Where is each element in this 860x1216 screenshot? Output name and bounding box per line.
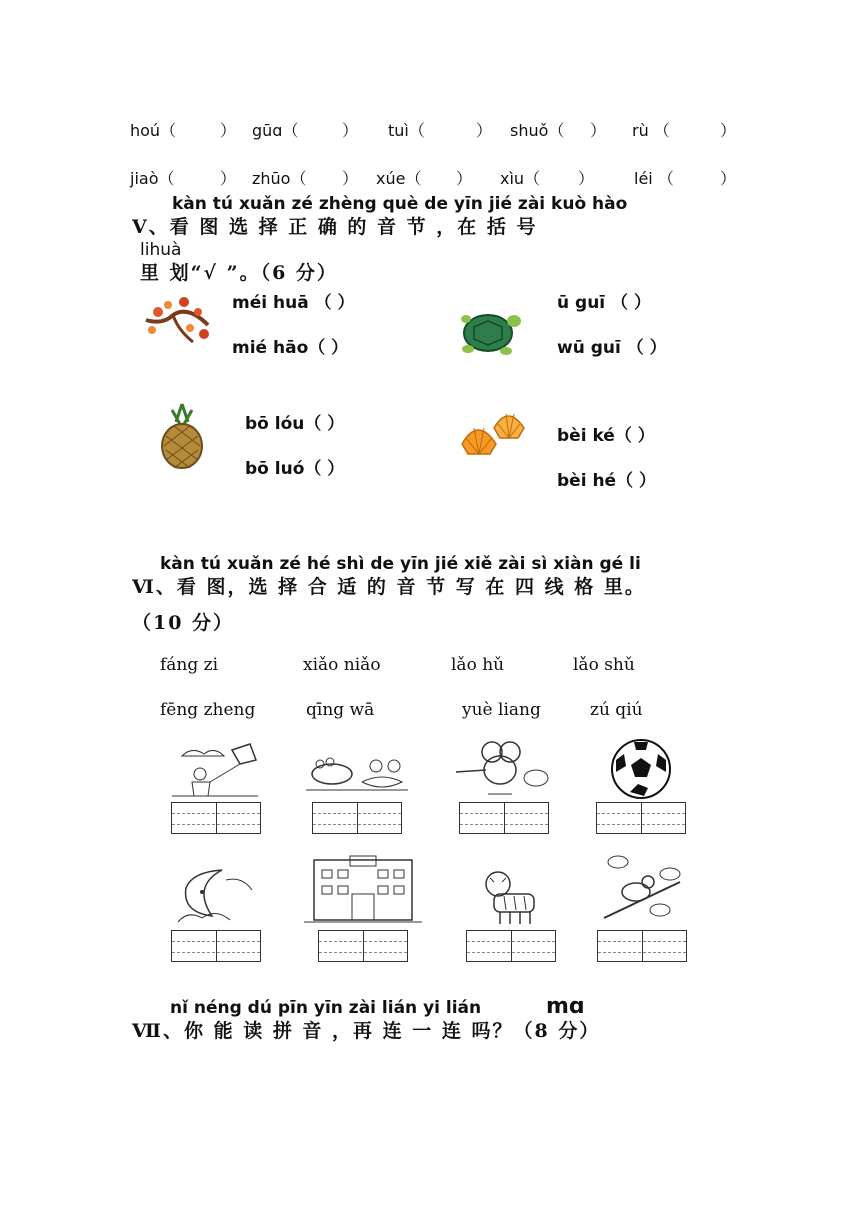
word-option: yuè liang bbox=[462, 700, 541, 720]
option-a: bèi ké（ ） bbox=[557, 426, 655, 446]
kite-picture bbox=[170, 742, 260, 798]
bracket-close: ） bbox=[476, 121, 493, 140]
syllable-1: jiaò（ bbox=[130, 169, 175, 188]
syllable-2: zhūo（ bbox=[252, 169, 307, 188]
bracket-close: ） bbox=[342, 121, 359, 140]
seashell-icon bbox=[458, 406, 528, 462]
plum-blossom-icon bbox=[138, 290, 218, 350]
pineapple-icon bbox=[154, 402, 210, 470]
syllable-3: xúe（ bbox=[376, 169, 422, 188]
bracket-close: ） bbox=[720, 169, 737, 188]
moon-picture bbox=[172, 866, 262, 926]
bracket-close: ） bbox=[342, 169, 359, 188]
section-7-pinyin-ma: mɑ bbox=[546, 994, 585, 1019]
option-b: wū guī （ ） bbox=[557, 338, 667, 358]
mouse-picture bbox=[452, 736, 552, 798]
writing-grid[interactable] bbox=[318, 930, 408, 962]
section-6-pinyin: kàn tú xuǎn zé hé shì de yīn jié xiě zài sì xiàn gé li bbox=[160, 554, 641, 574]
word-option: fáng zi bbox=[160, 655, 219, 675]
bracket-close: ） bbox=[720, 121, 737, 140]
word-option: zú qiú bbox=[590, 700, 643, 720]
syllable-1: hoú（ bbox=[130, 121, 177, 140]
frog-picture bbox=[302, 752, 412, 796]
section-6-title: Ⅵ、看 图，选 择 合 适 的 音 节 写 在 四 线 格 里。 bbox=[132, 576, 646, 598]
section-5-pinyin: kàn tú xuǎn zé zhèng què de yīn jié zài kuò hào bbox=[172, 194, 628, 214]
option-a: ū guī （ ） bbox=[557, 293, 651, 313]
syllable-2: gūɑ（ bbox=[252, 121, 299, 140]
word-option: lǎo hǔ bbox=[451, 655, 505, 675]
option-b: mié hāo（ ） bbox=[232, 338, 349, 358]
bracket-close: ） bbox=[578, 169, 595, 188]
writing-grid[interactable] bbox=[171, 802, 261, 834]
section-5-title: Ⅴ、看 图 选 择 正 确 的 音 节 ，在 括 号 bbox=[132, 216, 538, 238]
bracket-close: ） bbox=[220, 121, 237, 140]
syllable-3: tuì（ bbox=[388, 121, 425, 140]
house-picture bbox=[304, 854, 422, 926]
section-5-title-2: 里 划“√ ”。（6 分） bbox=[140, 262, 338, 284]
bracket-close: ） bbox=[590, 121, 607, 140]
syllable-4: xìu（ bbox=[500, 169, 541, 188]
writing-grid[interactable] bbox=[312, 802, 402, 834]
writing-grid[interactable] bbox=[596, 802, 686, 834]
syllable-4: shuǒ（ bbox=[510, 121, 565, 140]
writing-grid[interactable] bbox=[466, 930, 556, 962]
section-7-title: Ⅶ、你 能 读 拼 音 ，再 连 一 连 吗？（8 分） bbox=[132, 1020, 601, 1042]
syllable-5: léi （ bbox=[634, 169, 674, 188]
option-a: bō lóu（ ） bbox=[245, 414, 345, 434]
writing-grid[interactable] bbox=[459, 802, 549, 834]
writing-grid[interactable] bbox=[171, 930, 261, 962]
word-option: qīng wā bbox=[306, 700, 375, 720]
tiger-picture bbox=[478, 868, 544, 926]
bird-picture bbox=[600, 852, 684, 926]
football-picture bbox=[608, 738, 674, 800]
option-b: bō luó（ ） bbox=[245, 459, 345, 479]
word-option: fēng zheng bbox=[160, 700, 256, 720]
bracket-close: ） bbox=[220, 169, 237, 188]
section-6-score: （10 分） bbox=[132, 612, 235, 634]
word-option: xiǎo niǎo bbox=[303, 655, 381, 675]
writing-grid[interactable] bbox=[597, 930, 687, 962]
section-5-pinyin-2: lihuà bbox=[140, 240, 182, 260]
section-7-pinyin: nǐ néng dú pīn yīn zài lián yi lián bbox=[170, 998, 482, 1018]
syllable-5: rù （ bbox=[632, 121, 670, 140]
option-a: méi huā （ ） bbox=[232, 293, 355, 313]
bracket-close: ） bbox=[456, 169, 473, 188]
turtle-icon bbox=[456, 305, 522, 357]
option-b: bèi hé（ ） bbox=[557, 471, 656, 491]
word-option: lǎo shǔ bbox=[573, 655, 635, 675]
